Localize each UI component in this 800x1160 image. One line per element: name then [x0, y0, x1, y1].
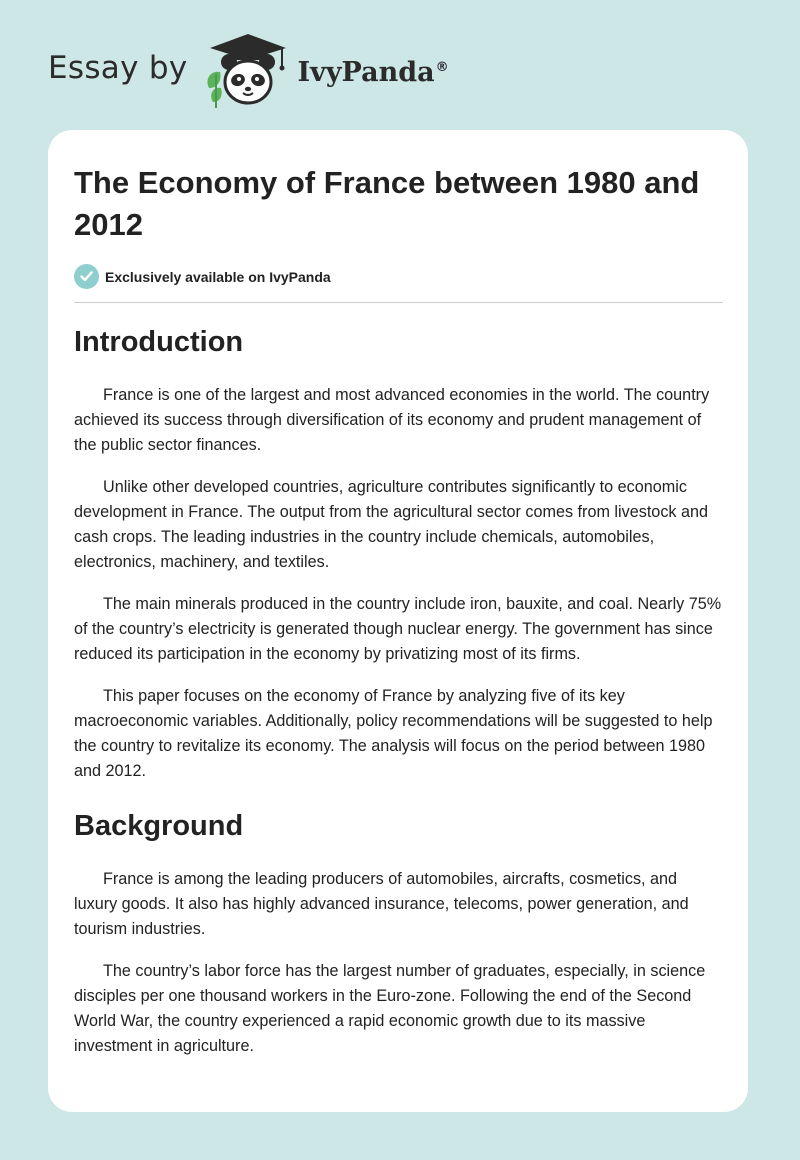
- brand-prefix: Essay by: [48, 50, 188, 86]
- essay-body: [74, 322, 724, 1059]
- paragraph: The main minerals produced in the country include iron, bauxite, and coal. Nearly 75% of the country’s electricity is generated though nuclear energy. The government has since reduced its participation in the economy by privatizing most of its firms.: [74, 595, 722, 663]
- check-icon: [74, 264, 99, 289]
- essay-card: [48, 130, 748, 1112]
- section-heading-background: Background: [74, 810, 244, 842]
- section-heading-introduction: Introduction: [74, 326, 244, 358]
- exclusive-badge: [74, 264, 331, 289]
- paragraph: France is one of the largest and most advanced economies in the world. The country achieved its success through diversification of its economy and prudent management of the public sector finances.: [74, 386, 710, 454]
- divider: [74, 302, 723, 303]
- paragraph: Unlike other developed countries, agriculture contributes significantly to economic development in France. The output from the agricultural sector comes from livestock and cash crops. The leading industries in the country include chemicals, automobiles, electronics, machinery, and textiles.: [74, 478, 709, 571]
- paragraph: France is among the leading producers of automobiles, aircrafts, cosmetics, and luxury goods. It also has highly advanced insurance, telecoms, power generation, and tourism industries.: [74, 870, 689, 938]
- page-title: The Economy of France between 1980 and 2012: [74, 165, 700, 242]
- brand-name: IvyPanda®: [297, 56, 449, 88]
- paragraph: The country’s labor force has the largest number of graduates, especially, in science disciples per one thousand workers in the Euro-zone. Following the end of the Second World War, the country experienced a rapid economic growth due to its massive investment in agriculture.: [74, 962, 706, 1055]
- panda-logo-icon: [202, 30, 294, 110]
- brand-header[interactable]: [48, 30, 449, 110]
- badge-text: Exclusively available on IvyPanda: [105, 268, 331, 285]
- paragraph: This paper focuses on the economy of France by analyzing five of its key macroeconomic variables. Additionally, policy recommendations will be suggested to help the country to revitalize its economy. The analysis will focus on the period between 1980 and 2012.: [74, 687, 713, 780]
